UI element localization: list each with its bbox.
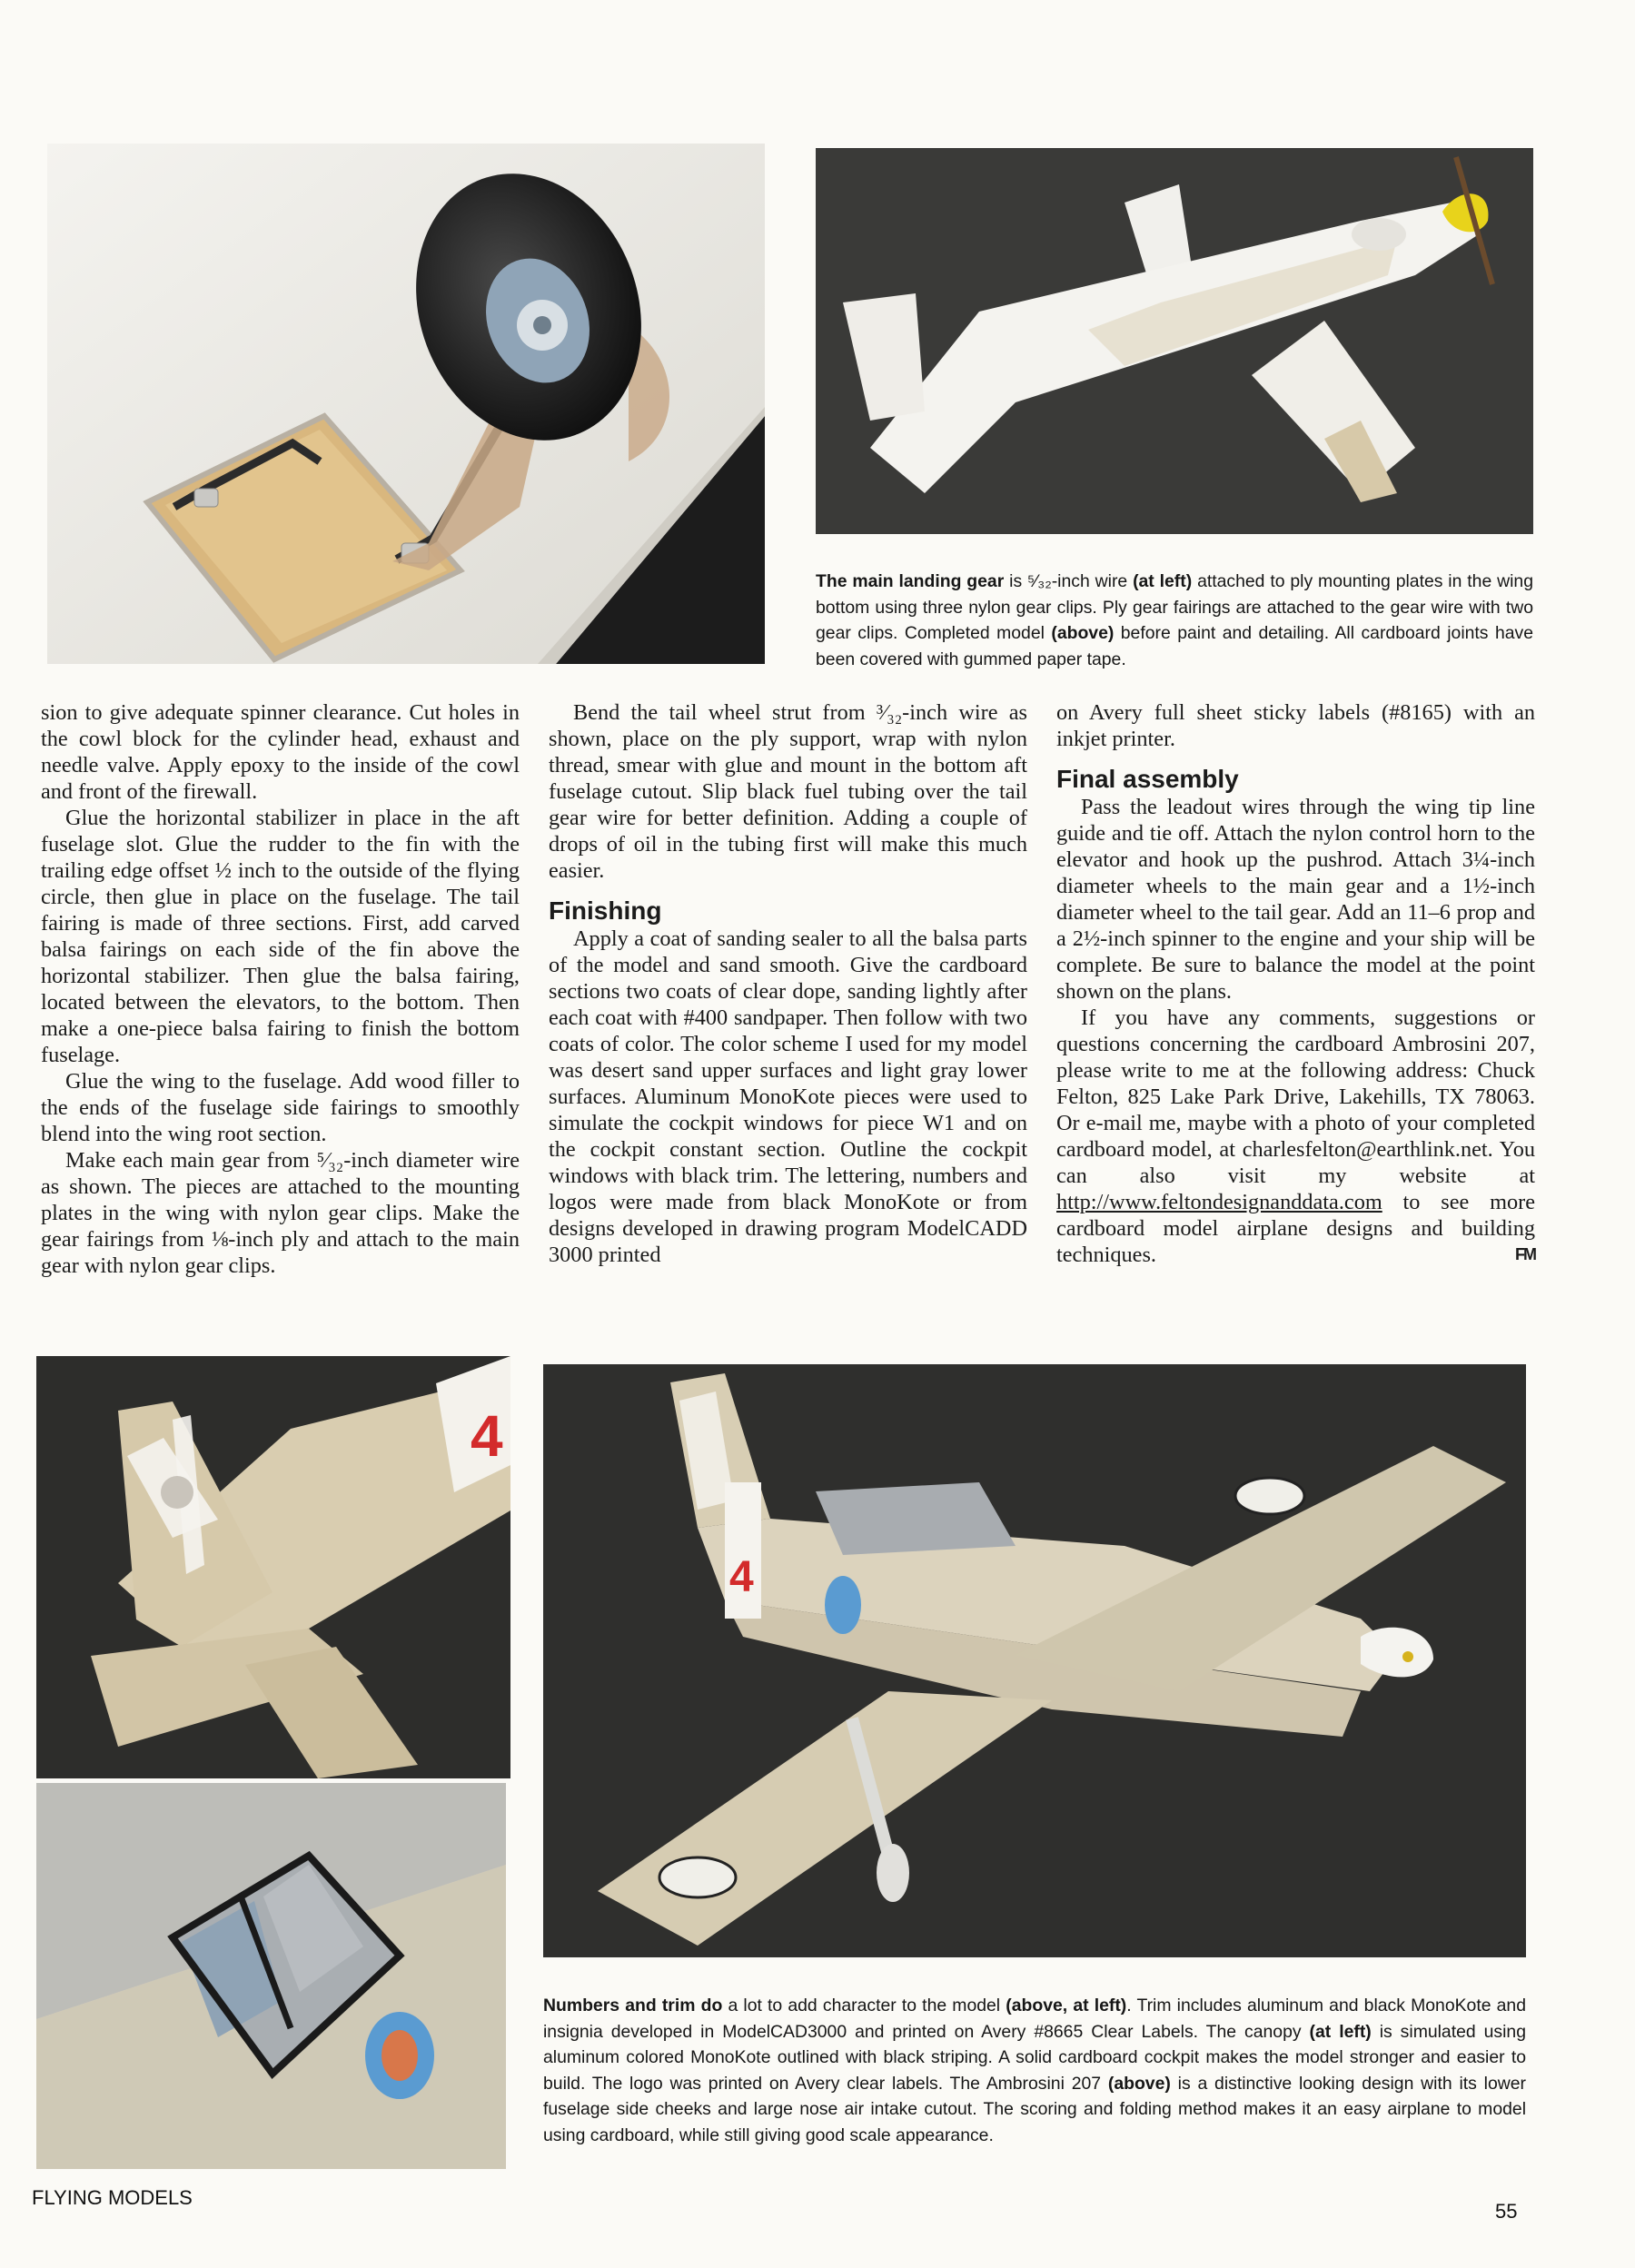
paragraph: Pass the leadout wires through the wing tip line guide and tie off. Attach the nylon control horn to the elevator and hook up the pushrod. Attach 3¼-inch diameter wheels to the main gear and a 1½-inch diameter wheel to the tail gear. Add an 11–6 prop and a 2½-inch spinner to the engine and your ship will be complete. Be sure to balance the model at the point shown on the plans. <box>1056 795 1535 1004</box>
section-heading-finishing: Finishing <box>549 896 662 925</box>
completed-model-photo <box>816 148 1533 534</box>
canopy-photo <box>36 1783 506 2169</box>
paragraph: Glue the wing to the fuselage. Add wood filler to the ends of the fuselage side fairings to smoothly blend into the wing root section. <box>41 1069 520 1146</box>
paragraph: sion to give adequate spinner clearance. Cut holes in the cowl block for the cylinder head, exhaust and needle valve. Apply epoxy to the inside of the cowl and front of the firewall. <box>41 700 520 804</box>
caption-lead: The main landing gear <box>816 571 1005 591</box>
paragraph: Bend the tail wheel strut from ³⁄₃₂-inch wire as shown, place on the ply support, wrap with nylon thread, smear with glue and mount in the bottom aft fuselage cutout. Slip black fuel tubing over the tail gear wire for better definition. Adding a couple of drops of oil in the tubing first will make this much easier. <box>549 700 1027 883</box>
magazine-name: FLYING MODELS <box>32 2186 193 2209</box>
landing-gear-photo <box>47 144 765 664</box>
bottom-photo-caption: Numbers and trim do a lot to add character to the model (above, at left). Trim includes aluminum and black MonoKote and insignia developed in ModelCAD3000 and printed on Avery #8665 Clear Labels. The canopy (at left) is simulated using aluminum colored MonoKote outlined with black striping. A solid cardboard cockpit makes the model stronger and easier to build. The logo was printed on Avery clear labels. The Ambrosini 207 (above) is a distinctive looking design with its lower fuselage side cheeks and large nose air intake cutout. The scoring and folding method makes it an easy airplane to model using cardboard, while still giving good scale appearance. <box>543 1996 1526 2145</box>
tail-photo <box>36 1356 510 1778</box>
paragraph: Glue the horizontal stabilizer in place in the aft fuselage slot. Glue the rudder to the fin with the trailing edge offset ½ inch to the outside of the flying circle, then glue in place on the fuselage. The tail fairing is made of three sections. First, add carved balsa fairings on each side of the fin above the horizontal stabilizer. Then glue the balsa fairing, located between the elevators, to the bottom. Then make a one-piece balsa fairing to finish the bottom fuselage. <box>41 806 520 1067</box>
article-column-3 <box>1056 699 1535 1268</box>
paragraph: on Avery full sheet sticky labels (#8165) with an inkjet printer. <box>1056 700 1535 751</box>
paragraph: Make each main gear from ⁵⁄₃₂-inch diameter wire as shown. The pieces are attached to the mounting plates in the wing with nylon gear clips. Make the gear fairings from ⅛-inch ply and attach to the main gear with nylon gear clips. <box>41 1148 520 1278</box>
page-number: 55 <box>1495 2200 1518 2223</box>
paragraph: Apply a coat of sanding sealer to all the balsa parts of the model and sand smooth. Give the cardboard sections two coats of clear dope, sanding lightly after each coat with #400 sandpaper. Then follow with two coats of color. The color scheme I used for my model was desert sand upper surfaces and light gray lower surfaces. Aluminum MonoKote pieces were used to simulate the cockpit windows for piece W1 and on the cockpit constant section. Outline the cockpit windows with black trim. The lettering, numbers and logos were made from black MonoKote or from designs developed in drawing program ModelCADD 3000 printed <box>549 926 1027 1267</box>
caption-lead: Numbers and trim do <box>543 1996 723 2015</box>
section-heading-final-assembly: Final assembly <box>1056 765 1239 793</box>
website-link[interactable]: http://www.feltondesignanddata.com <box>1056 1190 1382 1214</box>
top-photo-caption: The main landing gear is ⁵⁄₃₂-inch wire (at left) attached to ply mounting plates in the wing bottom using three nylon gear clips. Ply gear fairings are attached to the gear wire with two gear clips. Completed model (above) before paint and detailing. All cardboard joints have been covered with gummed paper tape. <box>816 571 1533 669</box>
article-column-2 <box>549 699 1027 1268</box>
fuselage-number: 4 <box>729 1553 754 1601</box>
tail-number: 4 <box>471 1403 503 1469</box>
paragraph: If you have any comments, suggestions or questions concerning the cardboard Ambrosini 207, please write to me at the following address: Chuck Felton, 825 Lake Park Drive, Lakehills, TX 78063. Or e-mail me, maybe with a photo of your completed cardboard model, at charlesfelton@earthlink.net. You can also visit my website at http://www.feltondesignanddata.com to see more cardboard model airplane designs and building techniques. FM <box>1056 1005 1535 1267</box>
end-mark-icon: FM <box>1515 1245 1535 1263</box>
article-column-1 <box>41 699 520 1279</box>
finished-model-photo <box>543 1364 1526 1957</box>
